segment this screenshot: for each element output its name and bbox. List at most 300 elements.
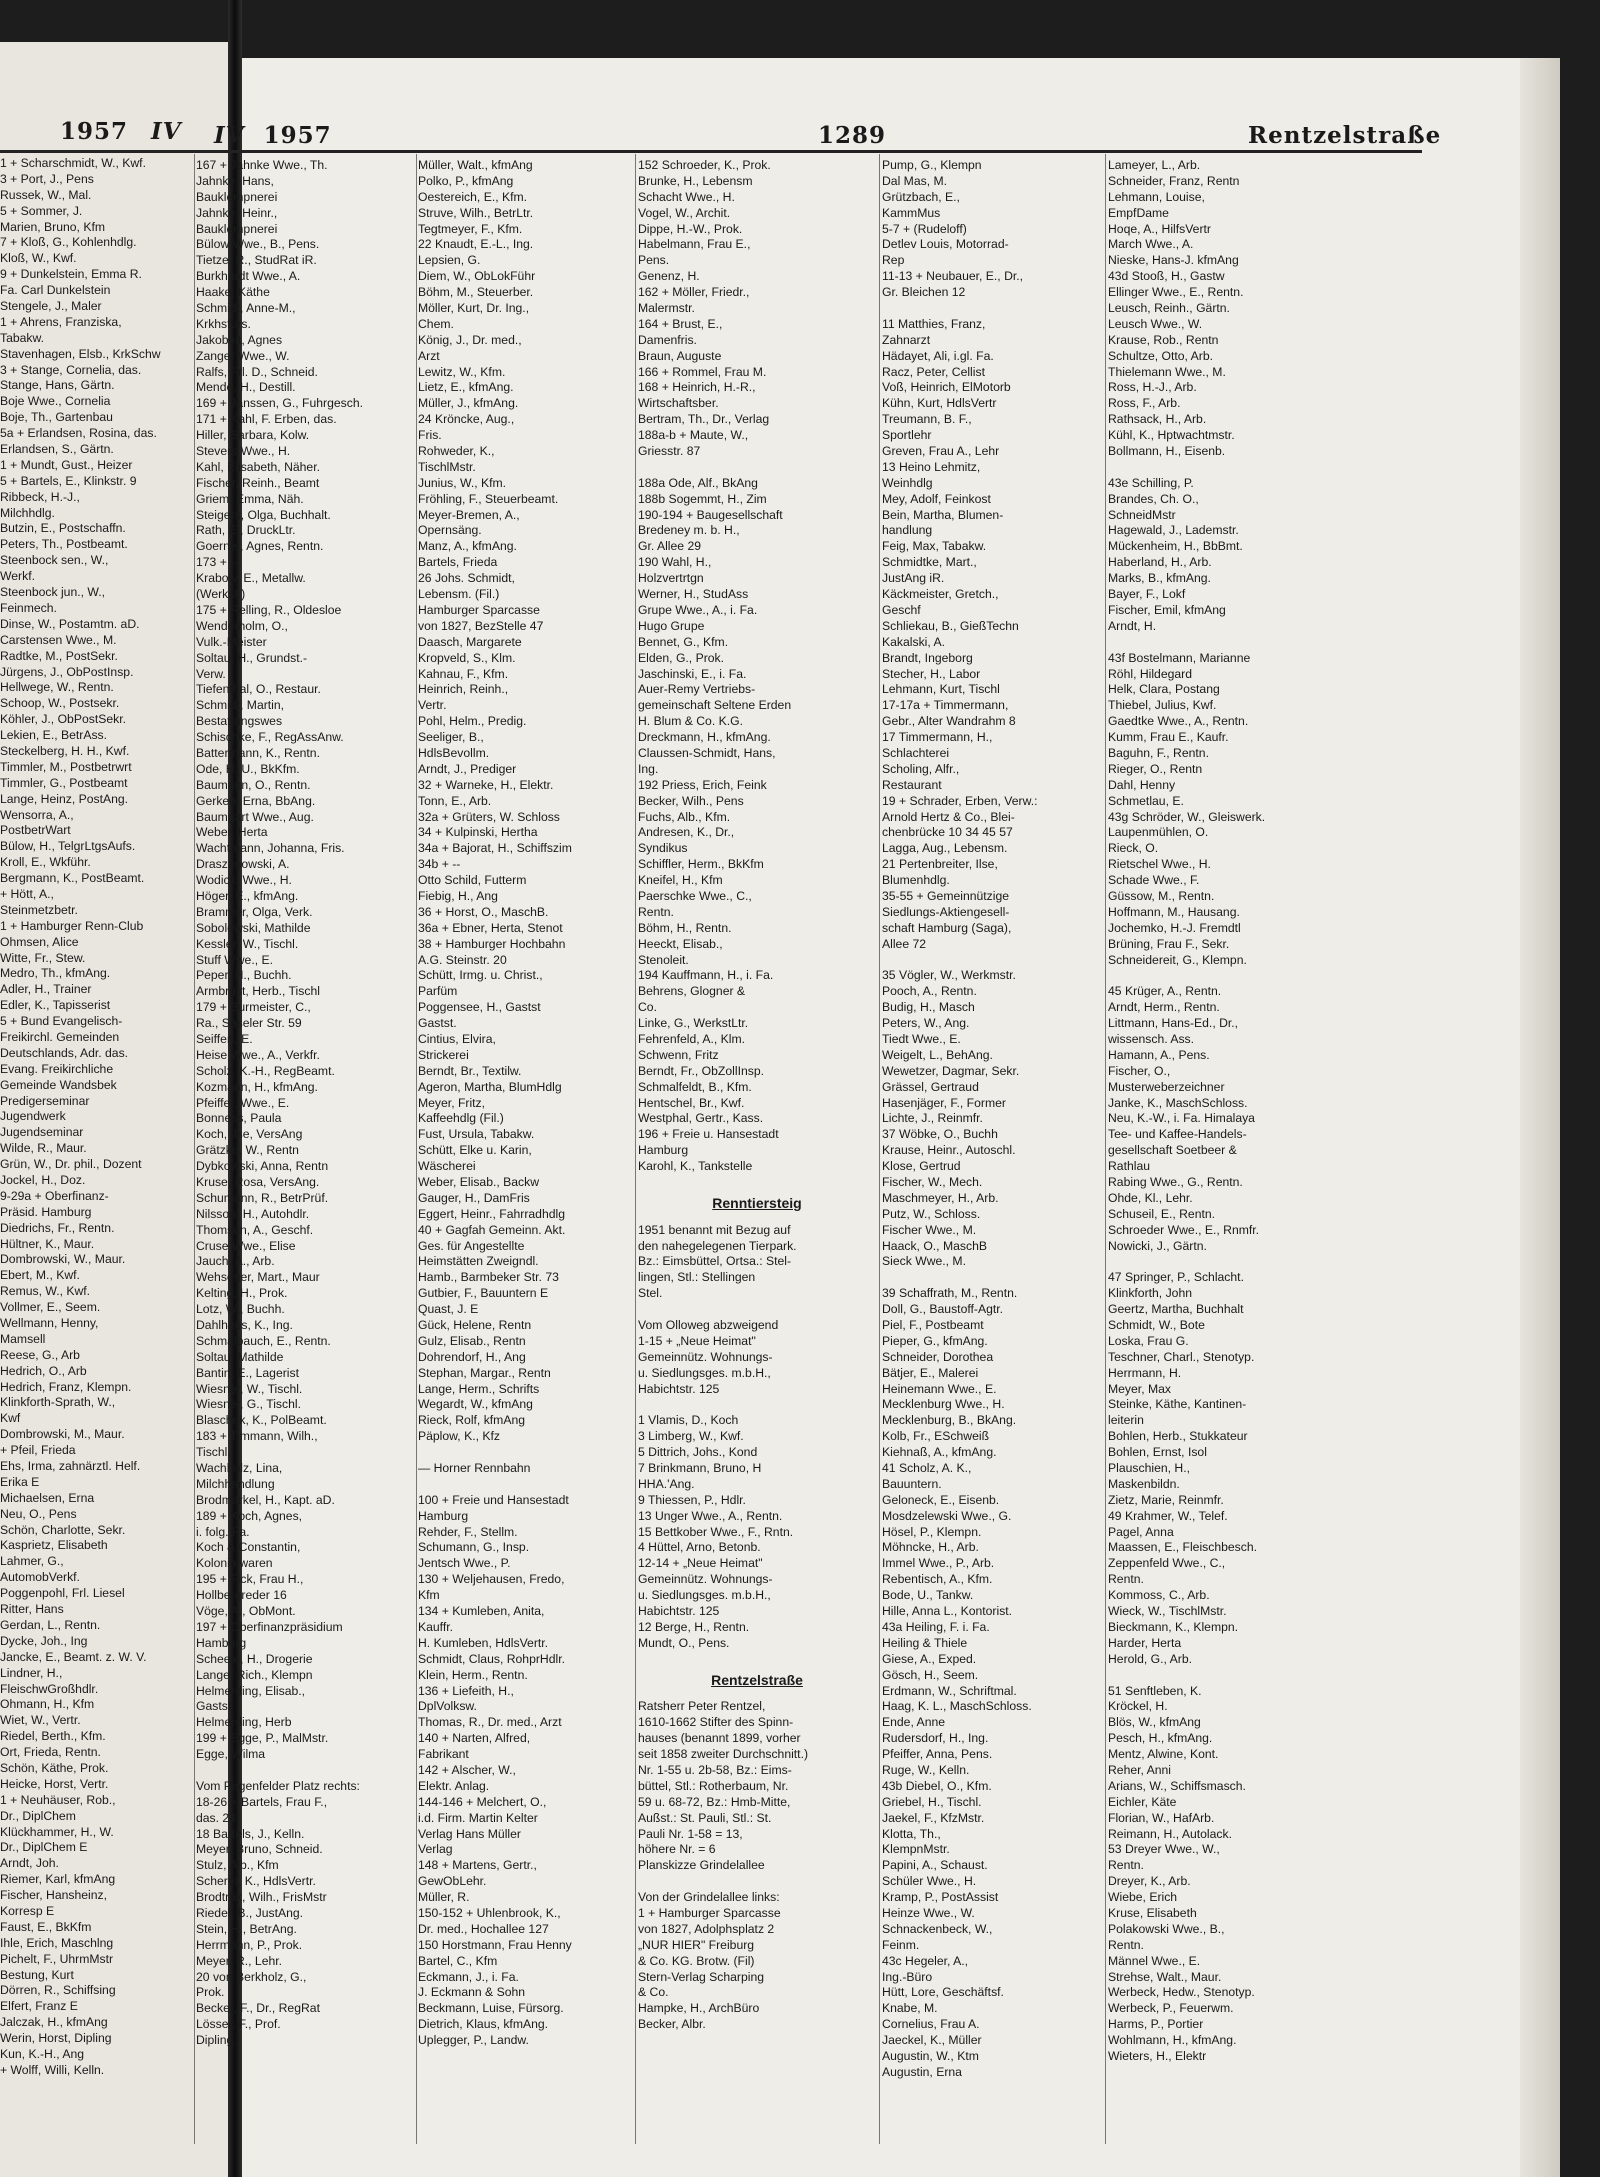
directory-entry: 43f Bostelmann, Marianne (1108, 650, 1251, 665)
directory-entry: 1 + Mundt, Gust., Heizer (0, 457, 133, 472)
directory-entry: Soltau, H., Grundst.- (196, 650, 308, 665)
directory-entry: Stavenhagen, Elsb., KrkSchw (0, 346, 161, 361)
directory-entry: Bohlen, Ernst, Isol (1108, 1445, 1207, 1460)
directory-entry: Verw. (196, 666, 226, 681)
directory-entry: 152 Schroeder, K., Prok. (638, 158, 771, 172)
directory-entry: Gemeinnütz. Wohnungs- (638, 1572, 773, 1587)
directory-entry: Dycke, Joh., Ing (0, 1633, 88, 1648)
directory-entry: Von der Grindelallee links: (638, 1890, 780, 1905)
directory-entry: Rep (882, 253, 905, 268)
directory-entry: Weinhdlg (882, 475, 933, 490)
right-header-rule (186, 150, 1422, 153)
directory-entry: Zietz, Marie, Reinmfr. (1108, 1492, 1224, 1507)
directory-entry: Erika E (0, 1474, 40, 1489)
directory-entry: Cintius, Elvira, (418, 1031, 496, 1046)
directory-entry: Rathsack, H., Arb. (1108, 412, 1207, 427)
directory-entry: Weber, Herta (196, 825, 268, 840)
directory-entry: Nilsson, H., Autohdlr. (196, 1206, 310, 1221)
directory-entry: Ing. (638, 761, 659, 776)
directory-entry: Vollmer, E., Seem. (0, 1300, 101, 1315)
directory-entry: 13 Unger Wwe., A., Rentn. (638, 1508, 783, 1523)
directory-entry: Harder, Herta (1108, 1635, 1182, 1650)
directory-entry: 21 Pertenbreiter, Ilse, (882, 857, 998, 872)
directory-entry: Jalczak, H., kfmAng (0, 2015, 108, 2030)
directory-entry: Reher, Anni (1108, 1762, 1172, 1777)
directory-entry: Krkhsfürs. (196, 316, 251, 331)
directory-column-5 (1108, 158, 1366, 2143)
directory-entry: Ruge, W., Kelln. (882, 1762, 970, 1777)
directory-entry (638, 1397, 876, 1413)
directory-entry: Käckmeister, Gretch., (882, 587, 999, 602)
directory-entry: Dr., DiplChem E (0, 1840, 88, 1855)
directory-entry: Stevers Wwe., H. (196, 444, 291, 459)
directory-entry: Cruse Wwe., Elise (196, 1238, 296, 1253)
directory-entry: gesellschaft Soetbeer & (1108, 1143, 1237, 1158)
directory-entry: Paerschke Wwe., C., (638, 888, 752, 903)
directory-entry: 100 + Freie und Hansestadt (418, 1492, 569, 1507)
directory-entry: schaft Hamburg (Saga), (882, 920, 1012, 935)
directory-entry: Möller, Kurt, Dr. Ing., (418, 301, 530, 316)
left-page-year: 1957 (60, 118, 129, 145)
directory-entry: Hoffmann, M., Hausang. (1108, 904, 1240, 919)
directory-entry: Zanger Wwe., W. (196, 348, 290, 363)
page-edge (1520, 58, 1560, 2177)
directory-entry: Ges. für Angestellte (418, 1238, 525, 1253)
directory-entry: Kruse, Rosa, VersAng. (196, 1175, 320, 1189)
directory-entry: Krabow, E., Metallw. (196, 571, 306, 586)
directory-entry: Tischl. (196, 1445, 231, 1460)
directory-entry: Heiling & Thiele (882, 1635, 968, 1650)
directory-entry: Werner, H., StudAss (638, 587, 749, 602)
directory-entry: Dr., DiplChem (0, 1808, 76, 1823)
directory-entry: Prok. (196, 1985, 225, 2000)
directory-entry: Brammer, Olga, Verk. (196, 904, 313, 919)
directory-entry: von 1827, BezStelle 47 (418, 618, 544, 633)
directory-entry (882, 1270, 1102, 1286)
directory-entry: Riedel, B., JustAng. (196, 1905, 304, 1920)
directory-entry: Kiehnaß, A., kfmAng. (882, 1445, 997, 1460)
directory-entry: Baguhn, F., Rentn. (1108, 745, 1209, 760)
directory-entry: Männel Wwe., E. (1108, 1953, 1201, 1968)
directory-entry: Gaedtke Wwe., A., Rentn. (1108, 714, 1249, 729)
directory-entry: Gr. Bleichen 12 (882, 285, 966, 300)
directory-entry: König, J., Dr. med., (418, 332, 522, 347)
directory-entry: Tiedt Wwe., E. (882, 1031, 961, 1046)
directory-entry: Werbeck, Hedw., Stenotyp. (1108, 1985, 1255, 2000)
directory-entry: Schmalbauch, E., Rentn. (196, 1333, 331, 1348)
directory-entry: Rentn. (638, 904, 674, 919)
directory-entry: Hamburg (638, 1143, 689, 1158)
directory-entry: Bayer, F., Lokf (1108, 587, 1186, 602)
directory-entry: Bauuntern. (882, 1476, 942, 1491)
directory-entry: Bennet, G., Kfm. (638, 634, 729, 649)
directory-entry: Wirtschaftsber. (638, 396, 719, 411)
directory-entry (418, 1477, 634, 1493)
directory-entry: Riemer, Karl, kfmAng (0, 1872, 116, 1887)
directory-entry: 59 u. 68-72, Bz.: Hmb-Mitte, (638, 1794, 791, 1809)
directory-entry: Pieper, G., kfmAng. (882, 1333, 988, 1348)
directory-entry: leiterin (1108, 1413, 1144, 1428)
directory-entry: Ende, Anne (882, 1715, 946, 1730)
directory-entry: Wachholz, Lina, (196, 1461, 283, 1476)
directory-entry: Junius, W., Kfm. (418, 475, 507, 490)
directory-entry: Milchhdlg. (0, 505, 55, 520)
directory-entry: gemeinschaft Seltene Erden (638, 698, 792, 713)
directory-entry: Budig, H., Masch (882, 1000, 975, 1015)
directory-entry: Steckelberg, H. H., Kwf. (0, 743, 130, 758)
directory-entry: 1 + Hamburger Renn-Club (0, 918, 144, 933)
directory-entry: Lange, Herm., Schrifts (418, 1381, 540, 1396)
directory-entry: Ra., Saseler Str. 59 (196, 1016, 302, 1031)
directory-entry: Reese, G., Arb (0, 1347, 80, 1362)
directory-entry: Hedrich, Franz, Klempn. (0, 1379, 132, 1394)
directory-entry: Griebel, H., Tischl. (882, 1794, 982, 1809)
directory-entry: Kommoss, C., Arb. (1108, 1588, 1210, 1603)
directory-entry: Maschmeyer, H., Arb. (882, 1190, 999, 1205)
directory-entry: 43b Diebel, O., Kfm. (882, 1778, 992, 1793)
directory-entry: Mende, H., Destill. (196, 380, 296, 395)
directory-entry: Griesstr. 87 (638, 444, 701, 459)
directory-entry: Pauli Nr. 1-58 = 13, (638, 1826, 743, 1841)
directory-entry: (Werkst.) (196, 587, 246, 602)
directory-entry: Koch, Ilse, VersAng (196, 1127, 303, 1142)
directory-entry: Heise Wwe., A., Verkfr. (196, 1047, 320, 1062)
directory-entry: das. 24 (196, 1810, 236, 1825)
directory-entry: Hösel, P., Klempn. (882, 1524, 982, 1539)
directory-entry: HdlsBevollm. (418, 745, 490, 760)
directory-entry: Radtke, M., PostSekr. (0, 648, 118, 663)
directory-entry: Gutbier, F., Bauuntern E (418, 1286, 549, 1301)
directory-entry: PostbetrWart (0, 823, 71, 838)
directory-entry: Jakobeit, Agnes (196, 332, 283, 347)
directory-entry: 194 Kauffmann, H., i. Fa. (638, 968, 774, 983)
directory-entry: + Hött, A., (0, 886, 54, 901)
directory-entry: Becker, Wilh., Pens (638, 793, 744, 808)
directory-entry: Haack, O., MaschB (882, 1238, 987, 1253)
directory-entry: Elden, G., Prok. (638, 650, 725, 665)
directory-entry: Präsid. Hamburg (0, 1204, 92, 1219)
directory-entry: Rieck, Rolf, kfmAng (418, 1413, 526, 1428)
directory-entry: 142 + Alscher, W., (418, 1762, 516, 1777)
directory-entry: 1-15 + „Neue Heimat" (638, 1333, 756, 1348)
directory-entry: Butzin, E., Postschaffn. (0, 521, 126, 536)
directory-entry: Kühl, K., Hptwachtmstr. (1108, 428, 1235, 443)
directory-entry: Dahl, Henny (1108, 777, 1176, 792)
directory-entry: 7 + Kloß, G., Kohlenhdlg. (0, 235, 137, 250)
directory-entry: Dinse, W., Postamtm. aD. (0, 616, 140, 631)
directory-entry: Schmidt, Anne-M., (196, 301, 296, 316)
directory-entry: Dreyer, K., Arb. (1108, 1874, 1191, 1889)
directory-entry: Dörren, R., Schiffsing (0, 1983, 116, 1998)
directory-entry: Mamsell (0, 1331, 46, 1346)
directory-entry: Leusch, Reinh., Gärtn. (1108, 301, 1230, 316)
directory-entry: Schacht Wwe., H. (638, 189, 735, 204)
directory-entry: Arnold Hertz & Co., Blei- (882, 809, 1015, 824)
directory-entry: 192 Priess, Erich, Feink (638, 777, 767, 792)
directory-entry: Knabe, M. (882, 2001, 938, 2016)
directory-entry: Pohl, Helm., Predig. (418, 714, 527, 729)
directory-entry: Bartels, Frieda (418, 555, 498, 570)
directory-entry: 1 + Neuhäuser, Rob., (0, 1792, 116, 1807)
directory-entry: Thielemann Wwe., M. (1108, 364, 1226, 379)
directory-entry: Kruse, Elisabeth (1108, 1905, 1197, 1920)
directory-entry: Laupenmühlen, O. (1108, 825, 1209, 840)
directory-entry: Deutschlands, Adr. das. (0, 1045, 129, 1060)
directory-entry: Stein, H., BetrAng. (196, 1921, 297, 1936)
directory-entry: Boje, Th., Gartenbau (0, 410, 113, 425)
directory-entry: 173 + -- (196, 555, 239, 570)
directory-entry: Wäscherei (418, 1159, 476, 1174)
directory-entry: Vöge, A., ObMont. (196, 1604, 296, 1619)
directory-entry: Ross, F., Arb. (1108, 396, 1181, 411)
directory-entry: Maskenbildn. (1108, 1476, 1180, 1491)
column-divider-0 (194, 154, 195, 2144)
directory-entry: 43c Hegeler, A., (882, 1953, 969, 1968)
directory-entry: TischlMstr. (418, 459, 476, 474)
directory-entry: Restaurant (882, 777, 942, 792)
directory-entry: Pooch, A., Rentn. (882, 984, 977, 999)
directory-entry: Rentn. (1108, 1572, 1144, 1587)
directory-entry: Erdmann, W., Schriftmal. (882, 1683, 1017, 1698)
directory-entry: 12 Berge, H., Rentn. (638, 1619, 750, 1634)
directory-entry: Maassen, E., Fleischbesch. (1108, 1540, 1258, 1555)
directory-entry: Jaekel, F., KfzMstr. (882, 1810, 985, 1825)
directory-column-3 (638, 158, 876, 2143)
directory-entry: Jugendseminar (0, 1125, 84, 1140)
directory-entry: Damenfris. (638, 332, 697, 347)
directory-entry: Papini, A., Schaust. (882, 1858, 988, 1873)
directory-entry: Heicke, Horst, Vertr. (0, 1776, 109, 1791)
left-page-volume: IV (151, 118, 182, 145)
directory-entry: Dipling. (196, 2033, 237, 2048)
directory-entry: + Pfeil, Frieda (0, 1443, 76, 1458)
directory-entry: Fröhling, F., Steuerbeamt. (418, 491, 559, 506)
directory-entry: 49 Krahmer, W., Telef. (1108, 1508, 1228, 1523)
directory-entry: 24 Kröncke, Aug., (418, 412, 515, 427)
directory-entry: 39 Schaffrath, M., Rentn. (882, 1286, 1018, 1301)
directory-entry: Rebentisch, A., Kfm. (882, 1572, 993, 1587)
directory-entry: Thomsen, A., Geschf. (196, 1222, 314, 1237)
directory-entry (638, 1175, 876, 1191)
directory-entry: Arndt, Joh. (0, 1856, 59, 1871)
directory-entry (1108, 1254, 1366, 1270)
directory-entry: Burkhardt Wwe., A. (196, 269, 301, 284)
directory-entry: Rohweder, K., (418, 444, 495, 459)
directory-entry: Verlag (418, 1842, 453, 1857)
directory-entry: Wilde, R., Maur. (0, 1141, 87, 1156)
directory-entry: Witte, Fr., Stew. (0, 950, 86, 965)
directory-entry: Ehs, Irma, zahnärztl. Helf. (0, 1459, 141, 1474)
directory-entry: Bredeney m. b. H., (638, 523, 740, 538)
directory-entry: Eckmann, J., i. Fa. (418, 1969, 519, 1984)
directory-entry: 32 + Warneke, H., Elektr. (418, 777, 554, 792)
directory-entry: Poggensee, H., Gastst (418, 1000, 541, 1015)
directory-entry: Ageron, Martha, BlumHdlg (418, 1079, 562, 1094)
directory-entry: Kozmann, H., kfmAng. (196, 1079, 318, 1094)
directory-entry: Battermann, K., Rentn. (196, 745, 320, 760)
directory-entry: Kühn, Kurt, HdlsVertr (882, 396, 997, 411)
directory-entry: Klinkforth-Sprath, W., (0, 1395, 116, 1410)
directory-entry: Mückenheim, H., BbBmt. (1108, 539, 1243, 554)
directory-entry: Malermstr. (638, 301, 695, 316)
directory-entry: Schlachterei (882, 745, 950, 760)
directory-entry: Greven, Frau A., Lehr (882, 444, 1000, 459)
directory-entry: Ross, H.-J., Arb. (1108, 380, 1197, 395)
directory-entry: Kramp, P., PostAssist (882, 1890, 999, 1905)
directory-entry: Zeppenfeld Wwe., C., (1108, 1556, 1226, 1571)
directory-entry: Daasch, Margarete (418, 634, 522, 649)
directory-entry: Fuchs, Alb., Kfm. (638, 809, 731, 824)
directory-entry: Lagga, Aug., Lebensm. (882, 841, 1008, 856)
directory-entry: Hellwege, W., Rentn. (0, 680, 114, 695)
directory-entry: Neu, K.-W., i. Fa. Himalaya (1108, 1111, 1255, 1126)
directory-entry: Armbrust, Herb., Tischl (196, 984, 320, 999)
directory-entry: höhere Nr. = 6 (638, 1842, 716, 1857)
directory-entry: Krause, Rob., Rentn (1108, 332, 1219, 347)
directory-entry: Edler, K., Tapisserist (0, 998, 111, 1013)
directory-entry: Schumann, G., Insp. (418, 1540, 530, 1555)
directory-entry: Musterweberzeichner (1108, 1079, 1225, 1094)
directory-entry: Stecher, H., Labor (882, 666, 981, 681)
directory-entry: Fischer Wwe., M. (882, 1222, 977, 1237)
directory-entry: 18 Bartels, J., Kelln. (196, 1826, 305, 1841)
directory-entry: 4 Hüttel, Arno, Betonb. (638, 1540, 761, 1555)
directory-entry: Feinm. (882, 1937, 920, 1952)
directory-entry: Florian, W., HafArb. (1108, 1810, 1215, 1825)
directory-entry: Heeckt, Elisab., (638, 936, 723, 951)
directory-entry: Nieske, Hans-J. kfmAng (1108, 253, 1239, 268)
directory-entry: Berndt, Br., Textilw. (418, 1063, 522, 1078)
directory-entry (638, 1302, 876, 1318)
directory-entry: Rehder, F., Stellm. (418, 1524, 518, 1539)
directory-entry: Doll, G., Baustoff-Agtr. (882, 1302, 1004, 1317)
directory-entry: Hagewald, J., Lademstr. (1108, 523, 1239, 538)
directory-entry: GewObLehr. (418, 1874, 487, 1889)
directory-entry: Kaffeehdlg (Fil.) (418, 1111, 504, 1126)
directory-entry: 43g Schröder, W., Gleiswerk. (1108, 809, 1266, 824)
directory-entry: Scholz, K.-H., RegBeamt. (196, 1063, 335, 1078)
directory-entry: Hädayet, Ali, i.gl. Fa. (882, 348, 994, 363)
directory-entry: Seeliger, B., (418, 730, 484, 745)
directory-entry: Krause, Heinr., Autoschl. (882, 1143, 1016, 1158)
directory-entry: Wiet, W., Vertr. (0, 1713, 81, 1728)
directory-entry: Fehrenfeld, A., Klm. (638, 1031, 746, 1046)
directory-entry: Klückhammer, H., W. (0, 1824, 114, 1839)
directory-entry: Remus, W., Kwf. (0, 1284, 91, 1299)
directory-entry: Jahnke, Heinr., (196, 205, 278, 220)
directory-entry: Kauffr. (418, 1619, 454, 1634)
directory-entry: Hültner, K., Maur. (0, 1236, 95, 1251)
directory-entry: Außst.: St. Pauli, Stl.: St. (638, 1810, 772, 1825)
directory-entry: 5a + Erlandsen, Rosina, das. (0, 426, 157, 441)
directory-entry: Hille, Anna L., Kontorist. (882, 1604, 1013, 1619)
directory-entry: Bartel, C., Kfm (418, 1953, 498, 1968)
directory-entry: Sportlehr (882, 428, 932, 443)
directory-entry: Holzvertrtgn (638, 571, 704, 586)
directory-entry: Grützbach, E., (882, 189, 960, 204)
directory-entry: & Co. (638, 1985, 669, 2000)
directory-entry: H. Kumleben, HdlsVertr. (418, 1635, 549, 1650)
directory-entry: Manz, A., kfmAng. (418, 539, 517, 554)
directory-entry: Marien, Bruno, Kfm (0, 219, 105, 234)
directory-entry: Wieck, W., TischlMstr. (1108, 1604, 1227, 1619)
directory-entry: Dahlhaus, K., Ing. (196, 1318, 293, 1333)
directory-entry: Bohlen, Herb., Stukkateur (1108, 1429, 1248, 1444)
directory-entry: 175 + Relling, R., Oldesloe (196, 602, 342, 617)
directory-entry: Littmann, Hans-Ed., Dr., (1108, 1016, 1239, 1031)
directory-entry: Co. (638, 1000, 657, 1015)
directory-entry: Detlev Louis, Motorrad- (882, 237, 1009, 252)
directory-entry: 51 Senftleben, K. (1108, 1683, 1202, 1698)
directory-entry: Stern-Verlag Scharping (638, 1969, 765, 1984)
directory-entry: Poggenpohl, Frl. Liesel (0, 1586, 125, 1601)
directory-entry: 17-17a + Timmermann, (882, 698, 1009, 713)
directory-entry: 189 + Koch, Agnes, (196, 1508, 303, 1523)
directory-entry: Rabing Wwe., G., Rentn. (1108, 1175, 1243, 1189)
directory-entry: 32a + Grüters, W. Schloss (418, 809, 560, 824)
directory-entry: Meyer-Bremen, A., (418, 507, 520, 522)
directory-entry: Gr. Allee 29 (638, 539, 702, 554)
directory-entry: Hoqe, A., HilfsVertr (1108, 221, 1211, 236)
street-section-title: Renntiersteig (712, 1194, 802, 1211)
directory-entry: Böhm, M., Steuerber. (418, 285, 534, 300)
directory-entry: Lekien, E., BetrAss. (0, 728, 108, 743)
directory-entry: Racz, Peter, Cellist (882, 364, 985, 379)
directory-entry: Struve, Wilh., BetrLtr. (418, 205, 534, 220)
directory-entry: Stange, Hans, Gärtn. (0, 378, 115, 393)
directory-entry: Parfüm (418, 984, 458, 999)
directory-entry: H. Blum & Co. K.G. (638, 714, 743, 729)
directory-entry: Gemeinde Wandsbek (0, 1077, 117, 1092)
directory-entry: Brandes, Ch. O., (1108, 491, 1199, 506)
directory-entry: Hampke, H., ArchBüro (638, 2001, 760, 2016)
directory-entry: Hamann, A., Pens. (1108, 1047, 1210, 1062)
directory-entry: Fischer, W., Mech. (882, 1175, 983, 1189)
directory-entry: Päplow, K., Kfz (418, 1429, 500, 1444)
directory-entry: Heinrich, Reinh., (418, 682, 509, 697)
directory-entry: Haake, Käthe (196, 285, 270, 300)
directory-entry: Opernsäng. (418, 523, 482, 538)
directory-entry: Tonn, E., Arb. (418, 793, 492, 808)
directory-entry: Bergmann, K., PostBeamt. (0, 871, 145, 886)
directory-entry: Ratsherr Peter Rentzel, (638, 1699, 766, 1714)
directory-entry: Dippe, H.-W., Prok. (638, 221, 743, 236)
directory-entry: Brodmärkel, H., Kapt. aD. (196, 1492, 335, 1507)
directory-entry: Quast, J. E (418, 1302, 479, 1317)
directory-entry: Predigerseminar (0, 1093, 90, 1108)
directory-entry: Kwf (0, 1411, 21, 1426)
directory-entry: Schütt, Elke u. Karin, (418, 1143, 532, 1158)
directory-entry: Pagel, Anna (1108, 1524, 1174, 1539)
directory-entry: Pump, G., Klempn (882, 158, 982, 172)
directory-entry: Uplegger, P., Landw. (418, 2033, 529, 2048)
directory-entry: Lietz, E., kfmAng. (418, 380, 514, 395)
directory-entry: Stuff Wwe., E. (196, 952, 273, 967)
directory-entry: 34b + -- (418, 857, 461, 872)
directory-entry: Lewitz, W., Kfm. (418, 364, 506, 379)
directory-entry: Piel, F., Postbeamt (882, 1318, 984, 1333)
directory-entry: Wodick, Wwe., H. (196, 873, 292, 888)
directory-entry: Schmidt, Martin, (196, 698, 285, 713)
directory-entry: Kun, K.-H., Ang (0, 2046, 85, 2061)
directory-entry: Wachtmann, Johanna, Fris. (196, 841, 345, 856)
directory-entry: Bantin, E., Lagerist (196, 1365, 299, 1380)
directory-entry: Bestattungswes (196, 714, 283, 729)
directory-entry: Vogel, W., Archit. (638, 205, 731, 220)
directory-entry: Putz, W., Schloss. (882, 1206, 981, 1221)
directory-entry: Jürgens, J., ObPostInsp. (0, 664, 134, 679)
directory-entry: Geloneck, E., Eisenb. (882, 1492, 1000, 1507)
